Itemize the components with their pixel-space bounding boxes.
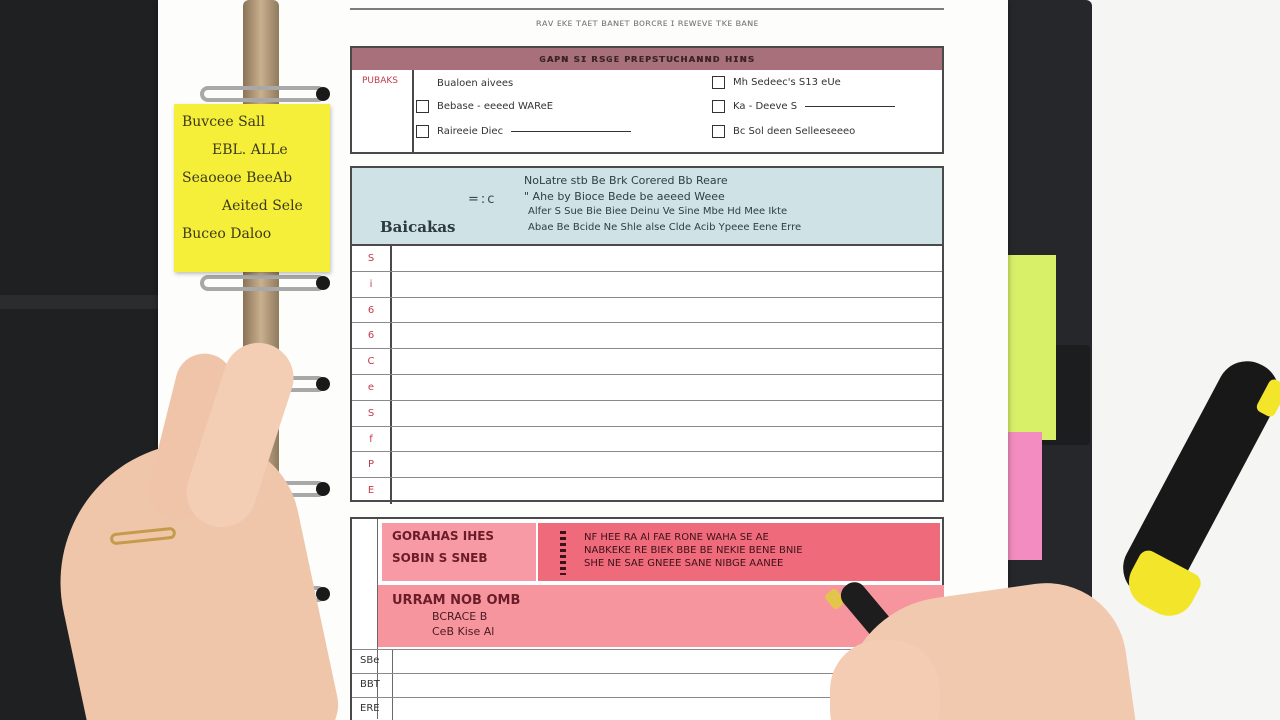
checklist-item [712,125,855,138]
sticky-line: EBL. ALLe [212,142,288,158]
pink-highlight-title: URRAM NOB OMB [392,593,521,608]
time-label: 6 [352,298,392,323]
header-rule [350,8,944,10]
binder-seam [0,295,160,309]
punch-hole [316,587,330,601]
binder-ring [200,275,326,291]
row-divider [392,698,393,720]
time-label: E [352,478,392,504]
schedule-header-band [352,168,942,246]
schedule-box [350,166,944,502]
time-label: ERE [360,703,380,714]
sticky-line: Aeited Sele [222,198,303,214]
pink-block-line: SOBIN S SNEB [392,551,488,565]
schedule-row [352,478,942,504]
green-sticky-tab [1008,255,1056,440]
checkbox[interactable] [416,100,429,113]
right-hand-thumb [830,640,940,720]
time-label: P [352,452,392,477]
checklist-item-label: Bualoen aivees [437,78,514,89]
checkbox[interactable] [712,76,725,89]
schedule-row [352,375,942,401]
pink-sticky-tab [1008,432,1042,560]
punch-hole [316,276,330,290]
pink-highlight-line: BCRACE B [432,610,488,623]
checkbox[interactable] [712,100,725,113]
schedule-header-text: NoLatre stb Be Brk Corered Bb Reare [524,174,728,187]
punch-hole [316,87,330,101]
row-divider [392,650,393,674]
schedule-header-text: Abae Be Bcide Ne Shle alse Clde Acib Ypeee Eene Erre [528,222,802,233]
pink-highlight-line: CeB Kise Al [432,625,495,638]
schedule-header-text: Alfer S Sue Bie Biee Deinu Ve Sine Mbe Hd Mee Ikte [528,206,788,217]
checklist-item-label: Mh Sedeec's S13 eUe [733,77,841,88]
schedule-row [352,349,942,375]
write-line [805,106,895,107]
schedule-row [352,323,942,349]
sticky-line: Buvcee Sall [182,114,265,130]
yellow-sticky-note [174,104,330,272]
pink-text-line: SHE NE SAE GNEEE SANE NIBGE AANEE [584,558,784,569]
priorities-side-label: PUBAKS [352,70,414,154]
doodle-icon: =:c [468,192,497,207]
vertical-text-mark [560,531,566,575]
checkbox[interactable] [712,125,725,138]
time-label: S [352,246,392,271]
time-label: i [352,272,392,297]
time-label: 6 [352,323,392,348]
checklist-item [712,76,841,89]
time-label: S [352,401,392,426]
checklist-item-label: Bebase - eeeed WAReE [437,101,554,112]
time-label: BBT [360,679,380,690]
punch-hole [316,482,330,496]
schedule-header-text: " Ahe by Bioce Bede be aeeed Weee [524,190,725,203]
checklist-item [416,100,553,113]
time-label: e [352,375,392,400]
schedule-row [352,272,942,298]
write-line [511,131,631,132]
checklist-item [416,78,513,89]
schedule-list [352,246,942,504]
header-caption: ʀᴀᴠ ᴇᴋᴇ ᴛᴀᴇᴛ ʙᴀɴᴇᴛ ʙᴏʀᴄʀᴇ ɪ ʀᴇᴡᴇᴠᴇ ᴛᴋᴇ ʙᴀɴᴇ [535,18,759,29]
binder-ring [200,86,326,102]
pink-block-label [382,523,536,581]
schedule-row [352,298,942,324]
row-divider [392,674,393,698]
schedule-row [352,452,942,478]
pink-text-line: NABKEKE RE BIEK BBE BE NEKIE BENE BNIE [584,545,803,556]
time-label: SBe [360,655,380,666]
checklist-item [712,100,895,113]
punch-hole [316,377,330,391]
checkbox[interactable] [416,125,429,138]
schedule-title: Baicakas [380,218,456,236]
checklist-item-label: Raireeie Diec [437,126,504,137]
schedule-row [352,401,942,427]
sticky-line: Buceo Daloo [182,226,272,242]
checklist-item-label: Ka - Deeve S [733,101,798,112]
checklist-item-label: Bc Sol deen Selleeseeeo [733,126,856,137]
schedule-row [352,246,942,272]
pink-text-line: NF HEE RA Al FAE RONE WAHA SE AE [584,532,769,543]
time-label: C [352,349,392,374]
priorities-title-bar: ɢᴀᴘɴ ꜱɪ ʀꜱɢᴇ ᴘʀᴇᴘꜱᴛᴜᴄʜᴀɴɴᴅ ʜɪɴꜱ [352,48,942,70]
pink-block-text [538,523,940,581]
priorities-box [350,46,944,154]
sticky-line: Seaoeoe BeeAb [182,170,293,186]
time-label: f [352,427,392,452]
pink-block-line: GORAHAS IHES [392,529,495,543]
checklist-item [416,125,631,138]
schedule-row [352,427,942,453]
